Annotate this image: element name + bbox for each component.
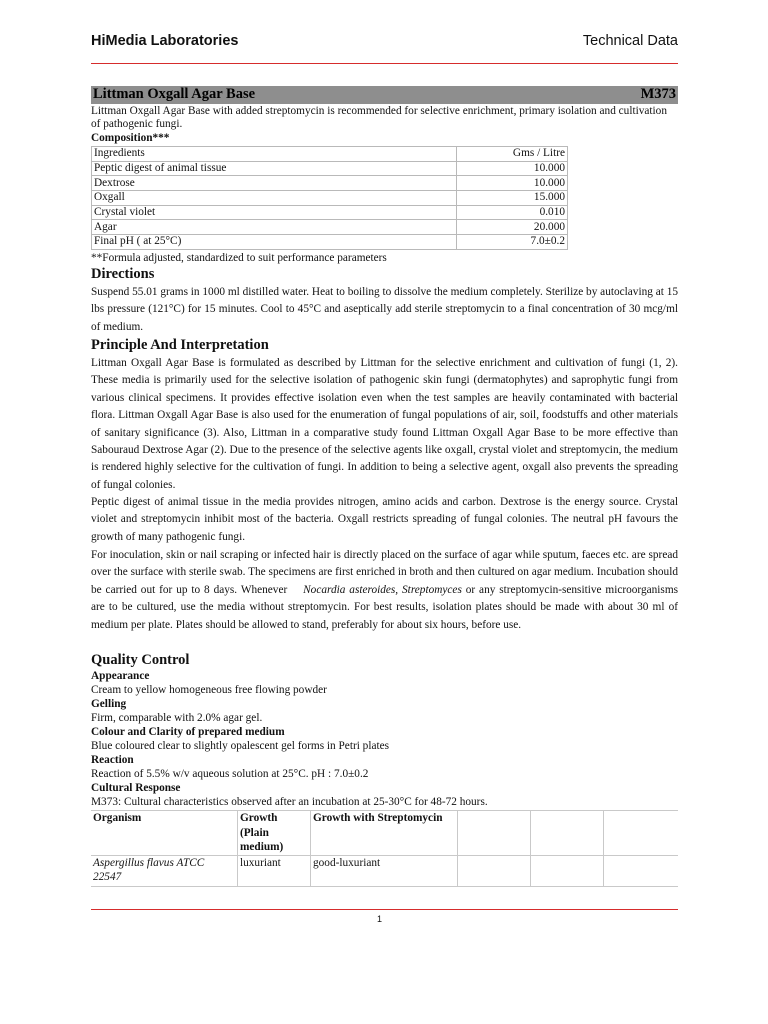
cultural-response-table [91,810,678,887]
principle-heading: Principle And Interpretation [91,337,269,353]
empty-header-cell [458,811,531,856]
empty-header-cell [604,811,679,856]
table-row [92,205,568,220]
ingredient-name: Dextrose [92,176,457,191]
table-row [92,161,568,176]
directions-heading: Directions [91,266,155,282]
ingredient-value: 15.000 [457,191,568,206]
cultural-response-value: M373: Cultural characteristics observed after an incubation at 25-30°C for 48-72 hours. [91,796,488,808]
growth-strep-value: good-luxuriant [311,855,458,886]
ingredient-name: Oxgall [92,191,457,206]
empty-header-cell [531,811,604,856]
organism-header: Organism [91,811,238,856]
colour-clarity-value: Blue coloured clear to slightly opalescent gel forms in Petri plates [91,740,390,752]
ingredient-value: 0.010 [457,205,568,220]
colour-clarity-label: Colour and Clarity of prepared medium [91,726,285,738]
p3-part-a: For inoculation, skin or nail scraping or infected hair is directly placed on the surface of agar while sputum, faeces etc. are spread over the surface with sterile swab. The specimens are first enriched in broth and then cultured on agar medium. Incubation should be carried out for up to 8 days. Whenever [91,549,678,596]
document-type: Technical Data [582,33,678,49]
ingredient-name: Agar [92,220,457,235]
ingredient-value: 20.000 [457,220,568,235]
table-row [91,855,678,886]
ingredient-value: 10.000 [457,161,568,176]
organism-name: Aspergillus flavus ATCC 22547 [91,855,238,886]
page-number: 1 [377,914,383,924]
principle-paragraph-1: Littman Oxgall Agar Base is formulated as described by Littman for the selective enrichment and cultivation of fungi (1, 2). These media is primarily used for the selective isolation of pathogenic skin fungi (dermatophytes) and saprophytic fungi from various clinical specimens. It provides effective isolation even when the test samples are heavily contaminated with bacterial flora. Littman Oxgall Agar Base is also used for the enumeration of fungal populations of air, soil, foodstuffs and other materials of sanitary significance (3). Also, Littman in a comparative study found Littman Oxgall Agar Base to be more effective than Sabouraud Dextrose Agar (2). Due to the presence of the selective agents like oxgall, crystal violet and streptomycin, the medium is rendered highly selective for the cultivation of fungi. In addition to being a selective agent, oxgall also prevents the spreading of fungal colonies. [91,357,678,491]
composition-footnote: **Formula adjusted, standardized to suit performance parameters [91,252,387,264]
empty-cell [531,855,604,886]
reaction-label: Reaction [91,754,134,766]
table-row [92,235,568,250]
product-title-bar [91,86,678,104]
table-row [92,176,568,191]
ingredient-name: Final pH ( at 25°C) [92,235,457,250]
table-row [92,220,568,235]
composition-table [91,146,568,250]
reaction-value: Reaction of 5.5% w/v aqueous solution at 25°C. pH : 7.0±0.2 [91,768,369,780]
ingredient-name: Crystal violet [92,205,457,220]
empty-cell [458,855,531,886]
header-rule [91,63,678,64]
quality-control-heading: Quality Control [91,652,190,668]
directions-text: Suspend 55.01 grams in 1000 ml distilled water. Heat to boiling to dissolve the medium completely. Sterilize by autoclaving at 15 lbs pressure (121°C) for 15 minutes. Cool to 45°C and aseptically add sterile streptomycin to a final concentration of 30 mcg/ml of medium. [91,286,678,333]
growth-strep-header: Growth with Streptomycin [311,811,458,856]
footer-rule [91,909,678,910]
culture-header-row [91,811,678,856]
page-header [91,33,678,53]
company-name: HiMedia Laboratories [91,33,239,49]
composition-heading: Composition*** [91,132,170,144]
ingredient-name: Peptic digest of animal tissue [92,161,457,176]
composition-header-row [92,147,568,162]
gelling-label: Gelling [91,698,127,710]
ingredient-value: 7.0±0.2 [457,235,568,250]
table-row [92,191,568,206]
empty-cell [604,855,679,886]
amount-header: Gms / Litre [457,147,568,162]
p3-italic-organisms: Nocardia asteroides, Streptomyces [303,583,462,596]
appearance-label: Appearance [91,670,150,682]
product-name: Littman Oxgall Agar Base [93,86,256,102]
growth-plain-value: luxuriant [238,855,311,886]
product-intro: Littman Oxgall Agar Base with added streptomycin is recommended for selective enrichment, primary isolation and cultivation of pathogenic fungi. [91,105,667,130]
principle-paragraph-3 [91,547,678,634]
p3-part-b: or any streptomycin-sensitive microorganisms are to be cultured, use the media without streptomycin. For best results, isolation plates should be made with about 30 ml of medium per plate. Plates should be allowed to stand, preferably for about six hours, before use. [91,583,679,631]
principle-paragraph-2: Peptic digest of animal tissue in the media provides nitrogen, amino acids and carbon. Dextrose is the energy source. Crystal violet and streptomycin inhibit most of the bacteria. Oxgall restricts spreading of fungal colonies. The neutral pH favours the growth of many pathogenic fungi. [91,496,678,543]
ingredient-value: 10.000 [457,176,568,191]
product-code: M373 [640,86,676,102]
growth-plain-header: Growth (Plain medium) [238,811,311,856]
appearance-value: Cream to yellow homogeneous free flowing powder [91,684,327,696]
gelling-value: Firm, comparable with 2.0% agar gel. [91,712,263,724]
cultural-response-label: Cultural Response [91,782,181,794]
ingredients-header: Ingredients [92,147,457,162]
